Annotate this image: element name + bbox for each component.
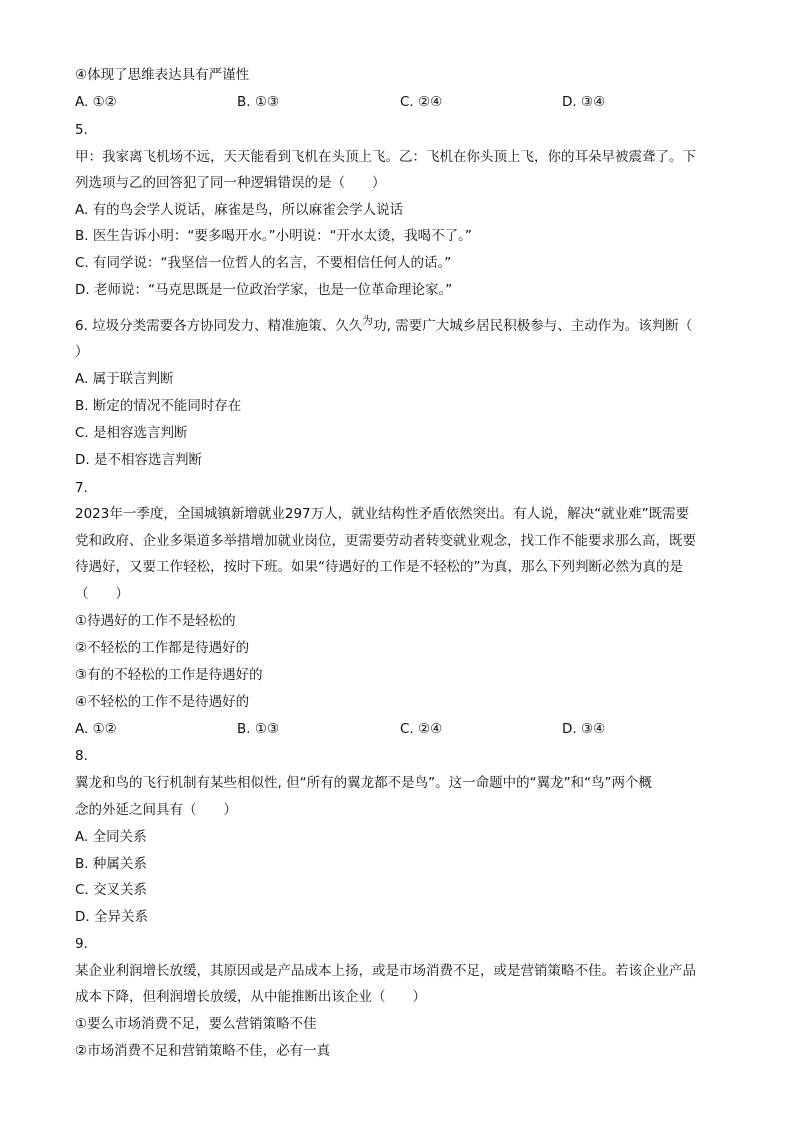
q8-stem-line-1: 翼龙和鸟的飞行机制有某些相似性, 但“所有的翼龙都不是鸟”。这一命题中的“翼龙”和“鸟”两个概 [75, 775, 653, 791]
q7-stem-line-1: 2023年一季度，全国城镇新增就业297万人，就业结构性矛盾依然突出。有人说，解决“就业难”既需要 [75, 506, 690, 522]
q7-item-4: ④不轻松的工作不是待遇好的 [75, 694, 250, 710]
q6-stem-part-1: 6. 垃圾分类需要各方协同发力、精准施策、久久 [75, 318, 363, 334]
q9-number: 9. [75, 936, 88, 952]
q5-option-c: C. 有同学说：“我坚信一位哲人的名言，不要相信任何人的话。” [75, 255, 452, 271]
q6-stem-superscript: 为 [362, 314, 374, 327]
q7-stem-line-4: （ ） [75, 586, 129, 602]
q8-option-b: B. 种属关系 [75, 856, 147, 872]
q4-options [75, 93, 725, 111]
q5-stem-line-2: 列选项与乙的回答犯了同一种逻辑错误的是（ ） [75, 175, 386, 191]
q8-option-d: D. 全异关系 [75, 909, 148, 925]
q6-stem-line-1 [75, 314, 693, 336]
q7-item-3: ③有的不轻松的工作是待遇好的 [75, 667, 263, 683]
q5-option-a: A. 有的鸟会学人说话，麻雀是鸟，所以麻雀会学人说话 [75, 202, 404, 218]
q6-option-b: B. 断定的情况不能同时存在 [75, 398, 242, 414]
q7-number: 7. [75, 480, 88, 496]
q4-option-a: A. ①② [75, 94, 117, 110]
q8-number: 8. [75, 748, 88, 764]
q8-stem-line-2: 念的外延之间具有（ ） [75, 802, 237, 818]
q8-option-a: A. 全同关系 [75, 829, 147, 845]
q9-item-2: ②市场消费不足和营销策略不佳，必有一真 [75, 1043, 331, 1059]
q6-stem-part-2: 功, 需要广大城乡居民积极参与、主动作为。该判断（ [373, 318, 693, 334]
q5-number: 5. [75, 122, 88, 138]
q9-stem-line-1: 某企业利润增长放缓，其原因或是产品成本上扬，或是市场消费不足，或是营销策略不佳。若该企业产品 [75, 963, 696, 979]
q5-stem-line-1: 甲：我家离飞机场不远，天天能看到飞机在头顶上飞。乙：飞机在你头顶上飞，你的耳朵早被震聋了。下 [75, 149, 696, 165]
q7-options [75, 720, 725, 738]
q6-stem-line-2: ） [75, 344, 89, 360]
q7-stem-line-2: 党和政府、企业多渠道多举措增加就业岗位，更需要劳动者转变就业观念，找工作不能要求那么高，既要 [75, 533, 696, 549]
q6-option-a: A. 属于联言判断 [75, 371, 174, 387]
q4-item-4: ④体现了思维表达具有严谨性 [75, 67, 250, 83]
q7-item-1: ①待遇好的工作不是轻松的 [75, 613, 236, 629]
q7-option-d: D. ③④ [562, 721, 606, 737]
q9-stem-line-2: 成本下降，但利润增长放缓，从中能推断出该企业（ ） [75, 989, 426, 1005]
q9-item-1: ①要么市场消费不足，要么营销策略不佳 [75, 1016, 317, 1032]
q5-option-d: D. 老师说：“马克思既是一位政治学家，也是一位革命理论家。” [75, 282, 453, 298]
q4-option-b: B. ①③ [237, 94, 280, 110]
q4-option-d: D. ③④ [562, 94, 606, 110]
q7-option-c: C. ②④ [400, 721, 443, 737]
q7-item-2: ②不轻松的工作都是待遇好的 [75, 640, 250, 656]
q4-option-c: C. ②④ [400, 94, 443, 110]
q7-stem-line-3: 待遇好，又要工作轻松，按时下班。如果“待遇好的工作是不轻松的”为真，那么下列判断必然为真的是 [75, 559, 683, 575]
q5-option-b: B. 医生告诉小明：“要多喝开水。”小明说：“开水太烫，我喝不了。” [75, 228, 472, 244]
q7-option-a: A. ①② [75, 721, 117, 737]
q8-option-c: C. 交叉关系 [75, 882, 148, 898]
q6-option-d: D. 是不相容选言判断 [75, 452, 202, 468]
q6-option-c: C. 是相容选言判断 [75, 425, 188, 441]
q7-option-b: B. ①③ [237, 721, 280, 737]
